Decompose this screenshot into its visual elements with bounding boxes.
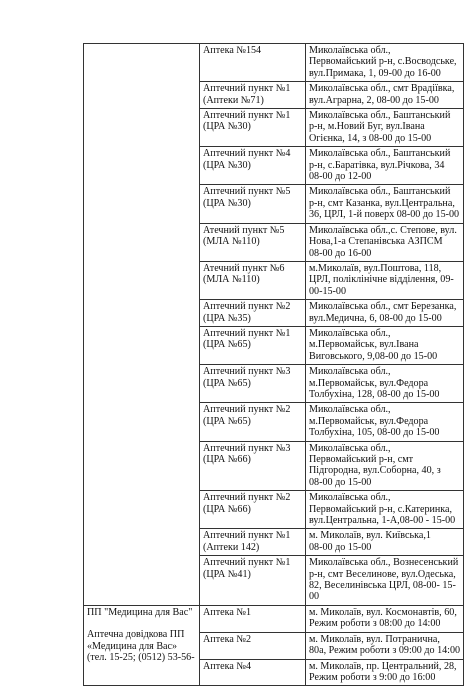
pharmacy-name: (Аптеки №71) (203, 94, 264, 106)
pharmacy-address-cell (306, 44, 464, 82)
pharmacy-address: Миколаївська обл., Баштанський (309, 148, 451, 160)
pharmacy-name: Аптека №4 (203, 660, 252, 672)
pharmacy-address: 00 (309, 591, 320, 603)
pharmacy-name: (ЦРА №30) (203, 121, 251, 133)
pharmacy-name: Аптека №154 (203, 45, 262, 56)
pharmacy-name: (ЦРА №41) (203, 568, 251, 580)
pharmacy-name-cell (200, 403, 306, 441)
pharmacy-address: Миколаївська обл., смт Березанка, (309, 301, 457, 313)
pharmacy-address: Первомайський р-н, с.Восводське, (309, 56, 457, 68)
owner-subtitle-line: «Медицина для Вас» (87, 640, 178, 652)
pharmacy-name: Аптечний пункт №2 (203, 492, 291, 504)
pharmacy-name-cell (200, 441, 306, 491)
pharmacy-address: р-н, м.Новий Буг, вул.Івана (309, 121, 425, 133)
pharmacy-name-cell (200, 556, 306, 606)
pharmacy-name-cell (200, 365, 306, 403)
owner-subtitle-line: Аптечна довідкова ПП (87, 629, 185, 641)
pharmacy-name: (МЛА №110) (203, 274, 260, 286)
pharmacy-name-cell (200, 82, 306, 109)
pharmacy-address: 08-00 до 15-00 (309, 476, 372, 488)
pharmacy-address: Миколаївська обл., (309, 492, 391, 504)
pharmacy-address: Виговського, 9,08-00 до 15-00 (309, 350, 438, 362)
pharmacy-address-cell (306, 223, 464, 261)
pharmacy-name-cell (200, 109, 306, 147)
pharmacy-address-cell (306, 556, 464, 606)
pharmacy-address: Миколаївська обл., смт Врадіївка, (309, 83, 455, 95)
owner-cell (84, 605, 200, 685)
pharmacy-address-cell (306, 529, 464, 556)
pharmacy-address: м.Миколаїв, вул.Поштова, 118, (309, 262, 442, 274)
pharmacy-address: вул.Примака, 1, 09-00 до 16-00 (309, 67, 441, 79)
pharmacy-name: (ЦРА №66) (203, 503, 251, 515)
pharmacy-address: 08-00 до 15-00 (309, 541, 372, 553)
pharmacy-name-cell (200, 491, 306, 529)
pharmacy-name: Аптека №1 (203, 606, 252, 618)
pharmacy-name: Аптечний пункт №1 (203, 327, 291, 339)
pharmacy-address-cell (306, 659, 464, 686)
pharmacy-name: (Аптеки 142) (203, 541, 260, 553)
pharmacy-address: Толбухіна, 105, 08-00 до 15-00 (309, 427, 440, 439)
pharmacy-address: Первомайський р-н, с.Катеринка, (309, 503, 453, 515)
pharmacy-name: (ЦРА №65) (203, 377, 251, 389)
pharmacy-address: м.Первомайськ, вул.Федора (309, 377, 429, 389)
pharmacy-address: р-н, смт Веселинове, вул.Одеська, (309, 568, 456, 580)
pharmacy-name-cell (200, 185, 306, 223)
pharmacy-address-cell (306, 185, 464, 223)
pharmacy-name-cell (200, 44, 306, 82)
pharmacy-name-cell (200, 632, 306, 659)
pharmacy-name: Аптечний пункт №3 (203, 442, 291, 454)
pharmacy-address-cell (306, 300, 464, 327)
owner-gap (87, 618, 196, 629)
pharmacy-name: (МЛА №110) (203, 236, 260, 248)
owner-title: ПП "Медицина для Вас" (87, 606, 193, 618)
pharmacy-name: Аптечний пункт №1 (203, 530, 291, 542)
owner-subtitle-line: (тел. 15-25; (0512) 53-56- (87, 652, 195, 664)
pharmacy-address: вул.Центральна, 1-А,08-00 - 15-00 (309, 515, 456, 527)
pharmacy-address: Режим роботи з 08:00 до 14:00 (309, 618, 441, 630)
pharmacy-name-cell (200, 659, 306, 686)
pharmacy-address: Миколаївська обл., Баштанський (309, 110, 451, 122)
pharmacy-address: р-н, смт Казанка, вул.Центральна, (309, 197, 455, 209)
pharmacy-address: 36, ЦРЛ, 1-й поверх 08-00 до 15-00 (309, 209, 460, 221)
pharmacy-name: Аптечний пункт №4 (203, 148, 291, 160)
pharmacy-name: Аптечний пункт №1 (203, 557, 291, 569)
pharmacy-address: Миколаївська обл., (309, 442, 391, 454)
pharmacy-address: м. Миколаїв, вул. Космонавтів, 60, (309, 606, 457, 618)
pharmacy-address: Миколаївська обл., (309, 45, 391, 56)
pharmacy-address: Миколаївська обл., Баштанський (309, 186, 451, 198)
pharmacy-address: вул.Медична, 6, 08-00 до 15-00 (309, 312, 442, 324)
pharmacy-address: Миколаївська обл., (309, 366, 391, 378)
pharmacy-address: 80а, Режим роботи з 09:00 до 14:00 (309, 645, 461, 657)
pharmacy-address: Миколаївська обл., Вознесенський (309, 557, 459, 569)
pharmacy-table (83, 43, 464, 686)
pharmacy-name-cell (200, 300, 306, 327)
pharmacy-address: Миколаївська обл., (309, 327, 391, 339)
table-row (84, 605, 464, 632)
pharmacy-address-cell (306, 632, 464, 659)
pharmacy-address: 08-00 до 12-00 (309, 171, 372, 183)
pharmacy-address-cell (306, 261, 464, 299)
pharmacy-address: м. Миколаїв, вул. Потранична, (309, 633, 440, 645)
pharmacy-address-cell (306, 109, 464, 147)
pharmacy-address: Підгородна, вул.Соборна, 40, з (309, 465, 441, 477)
pharmacy-address-cell (306, 441, 464, 491)
pharmacy-name: Атечний пункт №5 (203, 224, 285, 236)
pharmacy-table-body (84, 44, 464, 686)
pharmacy-name: Аптечний пункт №2 (203, 404, 291, 416)
pharmacy-name: (ЦРА №30) (203, 197, 251, 209)
pharmacy-address: м. Миколаїв, пр. Центральний, 28, (309, 660, 457, 672)
pharmacy-address: м.Первомайськ, вул.Федора (309, 415, 429, 427)
pharmacy-address: 08-00 до 16-00 (309, 247, 372, 259)
pharmacy-address-cell (306, 82, 464, 109)
pharmacy-address-cell (306, 365, 464, 403)
pharmacy-name: (ЦРА №66) (203, 454, 251, 465)
pharmacy-name: (ЦРА №30) (203, 159, 251, 171)
pharmacy-address: Первомайський р-н, смт (309, 454, 414, 465)
pharmacy-name-cell (200, 223, 306, 261)
pharmacy-name: (ЦРА №35) (203, 312, 251, 324)
pharmacy-address-cell (306, 326, 464, 364)
pharmacy-address: Огієнка, 14, з 08-00 до 15-00 (309, 132, 432, 144)
pharmacy-address: 82, Веселинівська ЦРЛ, 08-00- 15- (309, 580, 456, 592)
pharmacy-name: Аптечний пункт №1 (203, 110, 291, 122)
pharmacy-address: Толбухіна, 128, 08-00 до 15-00 (309, 388, 440, 400)
pharmacy-name: Аптечний пункт №2 (203, 301, 291, 313)
pharmacy-address-cell (306, 491, 464, 529)
pharmacy-name: Аптечний пункт №5 (203, 186, 291, 198)
pharmacy-address: вул.Аграрна, 2, 08-00 до 15-00 (309, 94, 439, 106)
pharmacy-address: м.Первомайськ, вул.Івана (309, 339, 419, 351)
pharmacy-name-cell (200, 147, 306, 185)
pharmacy-address: Миколаївська обл., (309, 404, 391, 416)
pharmacy-name: (ЦРА №65) (203, 339, 251, 351)
table-row (84, 44, 464, 82)
pharmacy-address: 00-15-00 (309, 285, 347, 297)
pharmacy-address: м. Миколаїв, вул. Київська,1 (309, 530, 431, 542)
empty-owner-cell (84, 44, 200, 606)
pharmacy-address-cell (306, 605, 464, 632)
pharmacy-address: Нова,1-а Степанівська АЗПСМ (309, 236, 443, 248)
pharmacy-address: Режим роботи з 9:00 до 16:00 (309, 671, 436, 683)
pharmacy-address: р-н, с.Баратівка, вул.Річкова, 34 (309, 159, 445, 171)
pharmacy-address-cell (306, 403, 464, 441)
pharmacy-name: Аптечний пункт №1 (203, 83, 291, 95)
pharmacy-name: Аптека №2 (203, 633, 252, 645)
pharmacy-address: ЦРЛ, поліклінічне відділення, 09- (309, 274, 454, 286)
pharmacy-address-cell (306, 147, 464, 185)
pharmacy-name-cell (200, 605, 306, 632)
pharmacy-name-cell (200, 261, 306, 299)
pharmacy-name-cell (200, 326, 306, 364)
pharmacy-name: Аптечний пункт №3 (203, 366, 291, 378)
pharmacy-name-cell (200, 529, 306, 556)
pharmacy-name: Атечний пункт №6 (203, 262, 285, 274)
pharmacy-address: Миколаївська обл.,с. Степове, вул. (309, 224, 457, 236)
pharmacy-name: (ЦРА №65) (203, 415, 251, 427)
